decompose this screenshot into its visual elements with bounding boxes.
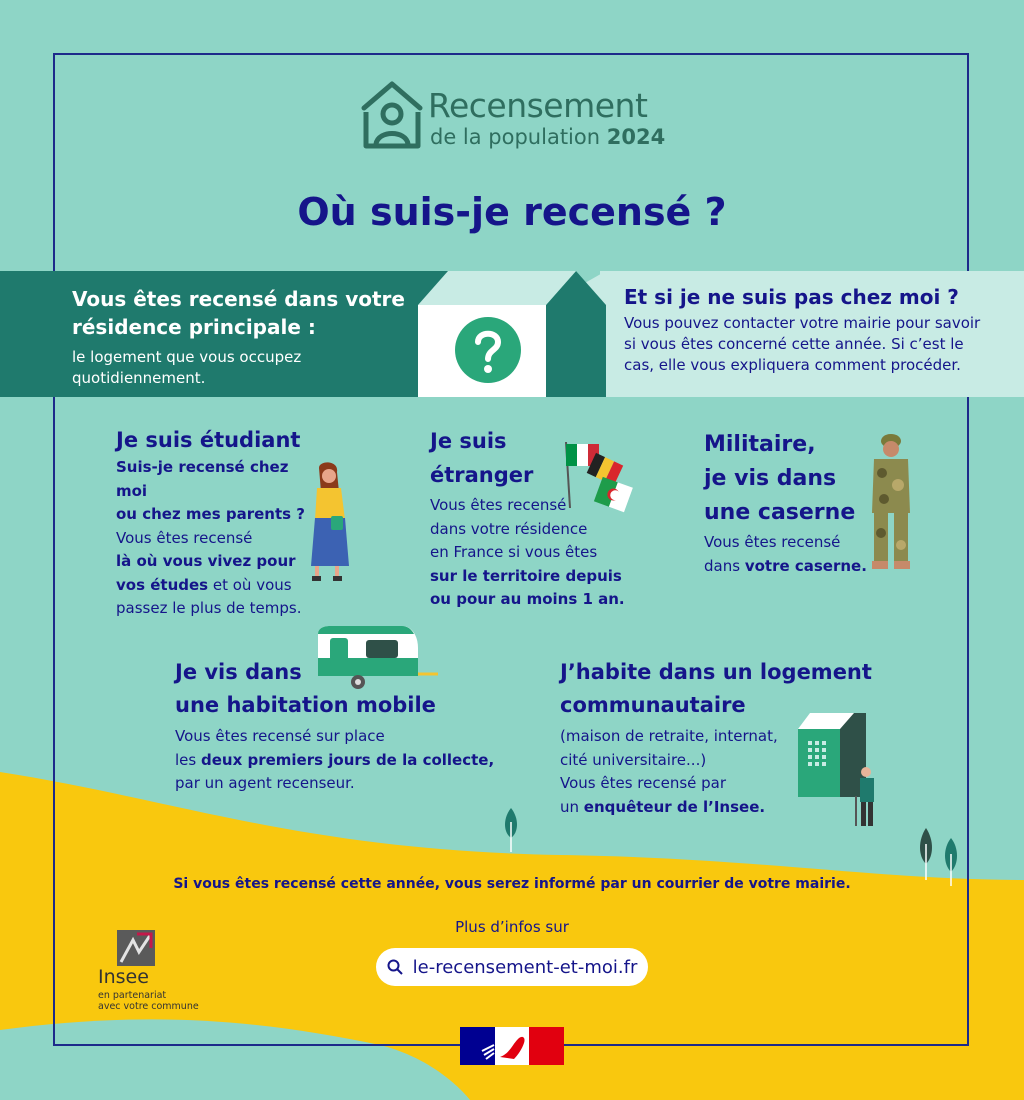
house-person-icon [360, 78, 424, 150]
website-url: le-recensement-et-moi.fr [412, 956, 638, 978]
flags-icon [560, 438, 640, 520]
military-text: Vous êtes recensé dans votre caserne. [704, 533, 867, 575]
insee-logo [117, 930, 155, 966]
principal-text: le logement que vous occupez quotidiennement. [72, 348, 302, 387]
insee-name: Insee [98, 966, 149, 988]
foreigner-text: Vous êtes recensé dans votre résidence en France si vous êtes sur le territoire depuis ou pour au moins 1 an. [430, 496, 625, 608]
soldier-illustration [866, 433, 916, 573]
principal-title: Vous êtes recensé dans votre résidence principale : [72, 287, 405, 339]
tree-icon [918, 828, 934, 880]
footer-notice: Si vous êtes recensé cette année, vous serez informé par un courrier de votre mairie. [173, 876, 851, 892]
student-text: Vous êtes recensé là où vous vivez pour vos études et où vous passez le plus de temps. [116, 528, 302, 617]
student-illustration [305, 462, 353, 584]
footer-more-label: Plus d’infos sur [455, 918, 569, 936]
communal-text: (maison de retraite, internat, cité universitaire...) Vous êtes recensé par un enquêteur de l’Insee. [560, 727, 778, 816]
mobile-title: Je vis dans une habitation mobile [175, 660, 436, 717]
search-icon [387, 959, 403, 975]
military-title: Militaire, je vis dans une caserne [704, 432, 856, 525]
website-link[interactable] [376, 948, 648, 986]
absent-text: Vous pouvez contacter votre mairie pour savoir si vous êtes concerné cette année. Si c’est le cas, elle vous expliquera comment procéder. [624, 314, 981, 374]
logo-title: Recensement [428, 86, 648, 125]
section-student [116, 424, 316, 621]
communal-title: J’habite dans un logement communautaire [560, 660, 872, 717]
mobile-text: Vous êtes recensé sur place les deux premiers jours de la collecte, par un agent recenseur. [175, 727, 495, 792]
student-question: Suis-je recensé chez moi ou chez mes parents ? [116, 458, 305, 523]
foreigner-title: Je suis étranger [430, 429, 534, 487]
section-military [704, 428, 884, 578]
student-title: Je suis étudiant [116, 428, 301, 452]
section-mobile [175, 656, 495, 796]
logo-subtitle: de la population 2024 [430, 125, 666, 149]
elderly-person-illustration [852, 766, 878, 828]
tree-icon [503, 808, 519, 852]
page-title: Où suis-je recensé ? [297, 190, 727, 234]
absent-title: Et si je ne suis pas chez moi ? [624, 285, 959, 309]
question-icon [455, 317, 521, 383]
insee-partnership: en partenariat avec votre commune [98, 990, 199, 1012]
marianne-logo [460, 1027, 564, 1065]
